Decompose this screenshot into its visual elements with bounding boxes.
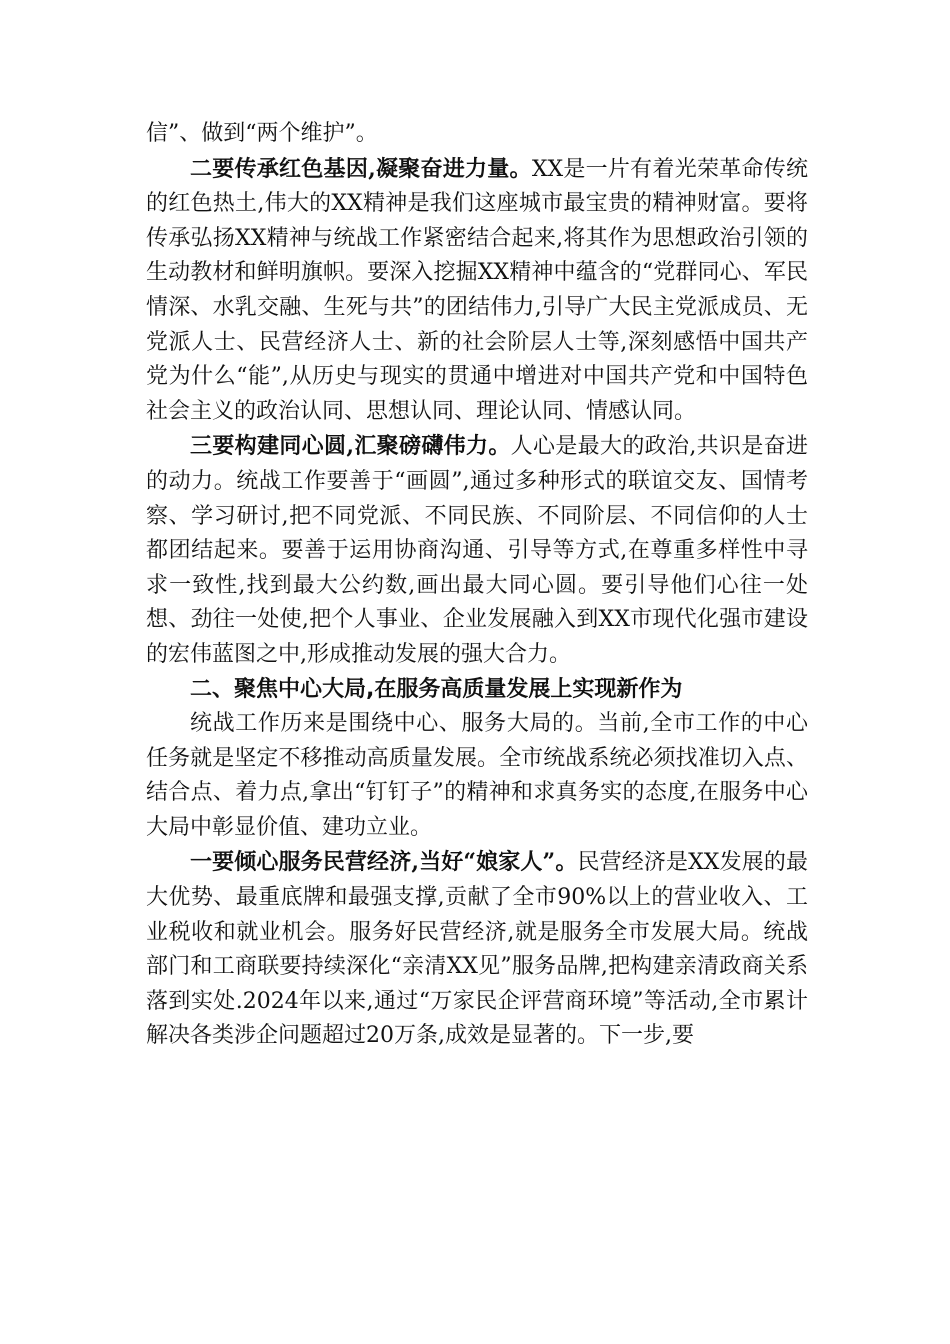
paragraph-text: 民营经济是XX发展的最大优势、最重底牌和最强支撑,贡献了全市90%以上的营业收入、工业税收和就业机会。服务好民营经济,就是服务全市发展大局。统战部门和工商联要持续深化“亲清XX见”服务品牌,把构建亲清政商关系落到实处.2024年以来,通过“万家民企评营商环境”等活动,全市累计解决各类涉企问题超过20万条,成效是显著的。下一步,要	[146, 850, 808, 1049]
paragraph-concentric-circle	[146, 429, 808, 672]
paragraph-lead-bold: 一要倾心服务民营经济,当好“娘家人”。	[190, 849, 578, 876]
paragraph-continuation: 信”、做到“两个维护”。	[146, 121, 378, 146]
paragraph-lead-bold: 三要构建同心圆,汇聚磅礴伟力。	[190, 433, 511, 460]
paragraph-red-gene	[146, 152, 808, 430]
paragraph-lead-bold: 二要传承红色基因,凝聚奋进力量。	[190, 155, 532, 182]
paragraph-text: XX是一片有着光荣革命传统的红色热土,伟大的XX精神是我们这座城市最宝贵的精神财富。要将传承弘扬XX精神与统战工作紧密结合起来,将其作为思想政治引领的生动教材和鲜明旗帜。要深入挖掘XX精神中蕴含的“党群同心、军民情深、水乳交融、生死与共”的团结伟力,引导广大民主党派成员、无党派人士、民营经济人士、新的社会阶层人士等,深刻感悟中国共产党为什么“能”,从历史与现实的贯通中增进对中国共产党和中国特色社会主义的政治认同、思想认同、理论认同、情感认同。	[146, 156, 808, 424]
document-body	[146, 117, 808, 1054]
paragraph-private-economy	[146, 845, 808, 1054]
paragraph-text: 人心是最大的政治,共识是奋进的动力。统战工作要善于“画圆”,通过多种形式的联谊交友、国情考察、学习研讨,把不同党派、不同民族、不同阶层、不同信仰的人士都团结起来。要善于运用协商沟通、引导等方式,在尊重多样性中寻求一致性,找到最大公约数,画出最大同心圆。要引导他们心往一处想、劲往一处使,把个人事业、企业发展融入到XX市现代化强市建设的宏伟蓝图之中,形成推动发展的强大合力。	[146, 434, 808, 667]
section-heading: 二、聚焦中心大局,在服务高质量发展上实现新作为	[190, 676, 683, 702]
paragraph-united-front-intro: 统战工作历来是围绕中心、服务大局的。当前,全市工作的中心任务就是坚定不移推动高质量发展。全市统战系统必须找准切入点、结合点、着力点,拿出“钉钉子”的精神和求真务实的态度,在服务中心大局中彰显价值、建功立业。	[146, 711, 808, 840]
